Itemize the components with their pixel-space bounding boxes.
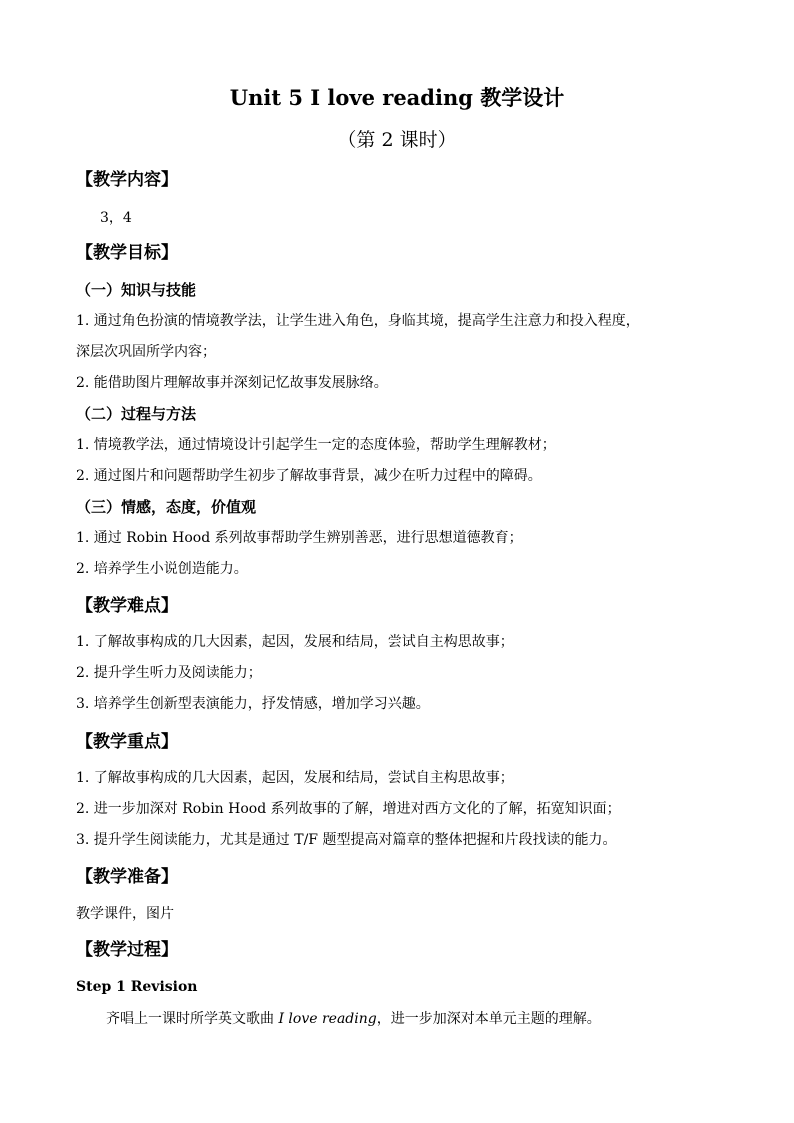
preparation-text: 教学课件，图片 [76,906,174,922]
section-header-content: 【教学内容】 [76,170,178,190]
section-header-keypoints: 【教学重点】 [76,732,178,752]
difficulty-item-1: 1. 了解故事构成的几大因素，起因，发展和结局，尝试自主构思故事； [76,634,514,650]
keypoint-item-2: 2. 进一步加深对 Robin Hood 系列故事的了解，增进对西方文化的了解，拓宽知识面； [76,801,621,817]
difficulty-item-3: 3. 培养学生创新型表演能力，抒发情感，增加学习兴趣。 [76,696,430,712]
step-1-text-b: ，进一步加深对本单元主题的理解。 [376,1011,601,1027]
emotion-item-2: 2. 培养学生小说创造能力。 [76,561,248,577]
section-header-objectives: 【教学目标】 [76,243,178,263]
keypoint-item-1: 1. 了解故事构成的几大因素，起因，发展和结局，尝试自主构思故事； [76,770,514,786]
document-title: Unit 5 I love reading 教学设计 [229,85,565,110]
subsection-knowledge: （一）知识与技能 [76,281,197,299]
subsection-process: （二）过程与方法 [76,405,197,423]
knowledge-item-1-line-1: 1. 通过角色扮演的情境教学法，让学生进入角色，身临其境，提高学生注意力和投入程度， [76,313,640,329]
keypoint-item-3: 3. 提升学生阅读能力，尤其是通过 T/F 题型提高对篇章的整体把握和片段找读的能力。 [76,832,617,848]
section-header-preparation: 【教学准备】 [76,867,178,887]
process-item-1: 1. 情境教学法，通过情境设计引起学生一定的态度体验，帮助学生理解教材； [76,437,556,453]
content-text: 3，4 [100,210,132,226]
step-1-text [76,1008,726,1030]
step-1-text-a: 齐唱上一课时所学英文歌曲 [106,1011,279,1027]
subsection-emotion: （三）情感，态度，价值观 [76,498,257,516]
knowledge-item-2: 2. 能借助图片理解故事并深刻记忆故事发展脉络。 [76,375,388,391]
step-1-title: Step 1 Revision [76,979,198,995]
process-item-2: 2. 通过图片和问题帮助学生初步了解故事背景，减少在听力过程中的障碍。 [76,468,542,484]
difficulty-item-2: 2. 提升学生听力及阅读能力； [76,665,262,681]
knowledge-item-1-line-2: 深层次巩固所学内容； [76,344,216,360]
emotion-item-1: 1. 通过 Robin Hood 系列故事帮助学生辨别善恶，进行思想道德教育； [76,530,523,546]
document-subtitle: （第 2 课时） [337,129,457,151]
section-header-teaching-process: 【教学过程】 [76,940,178,960]
section-header-difficulties: 【教学难点】 [76,596,178,616]
song-title: I love reading [278,1011,377,1027]
